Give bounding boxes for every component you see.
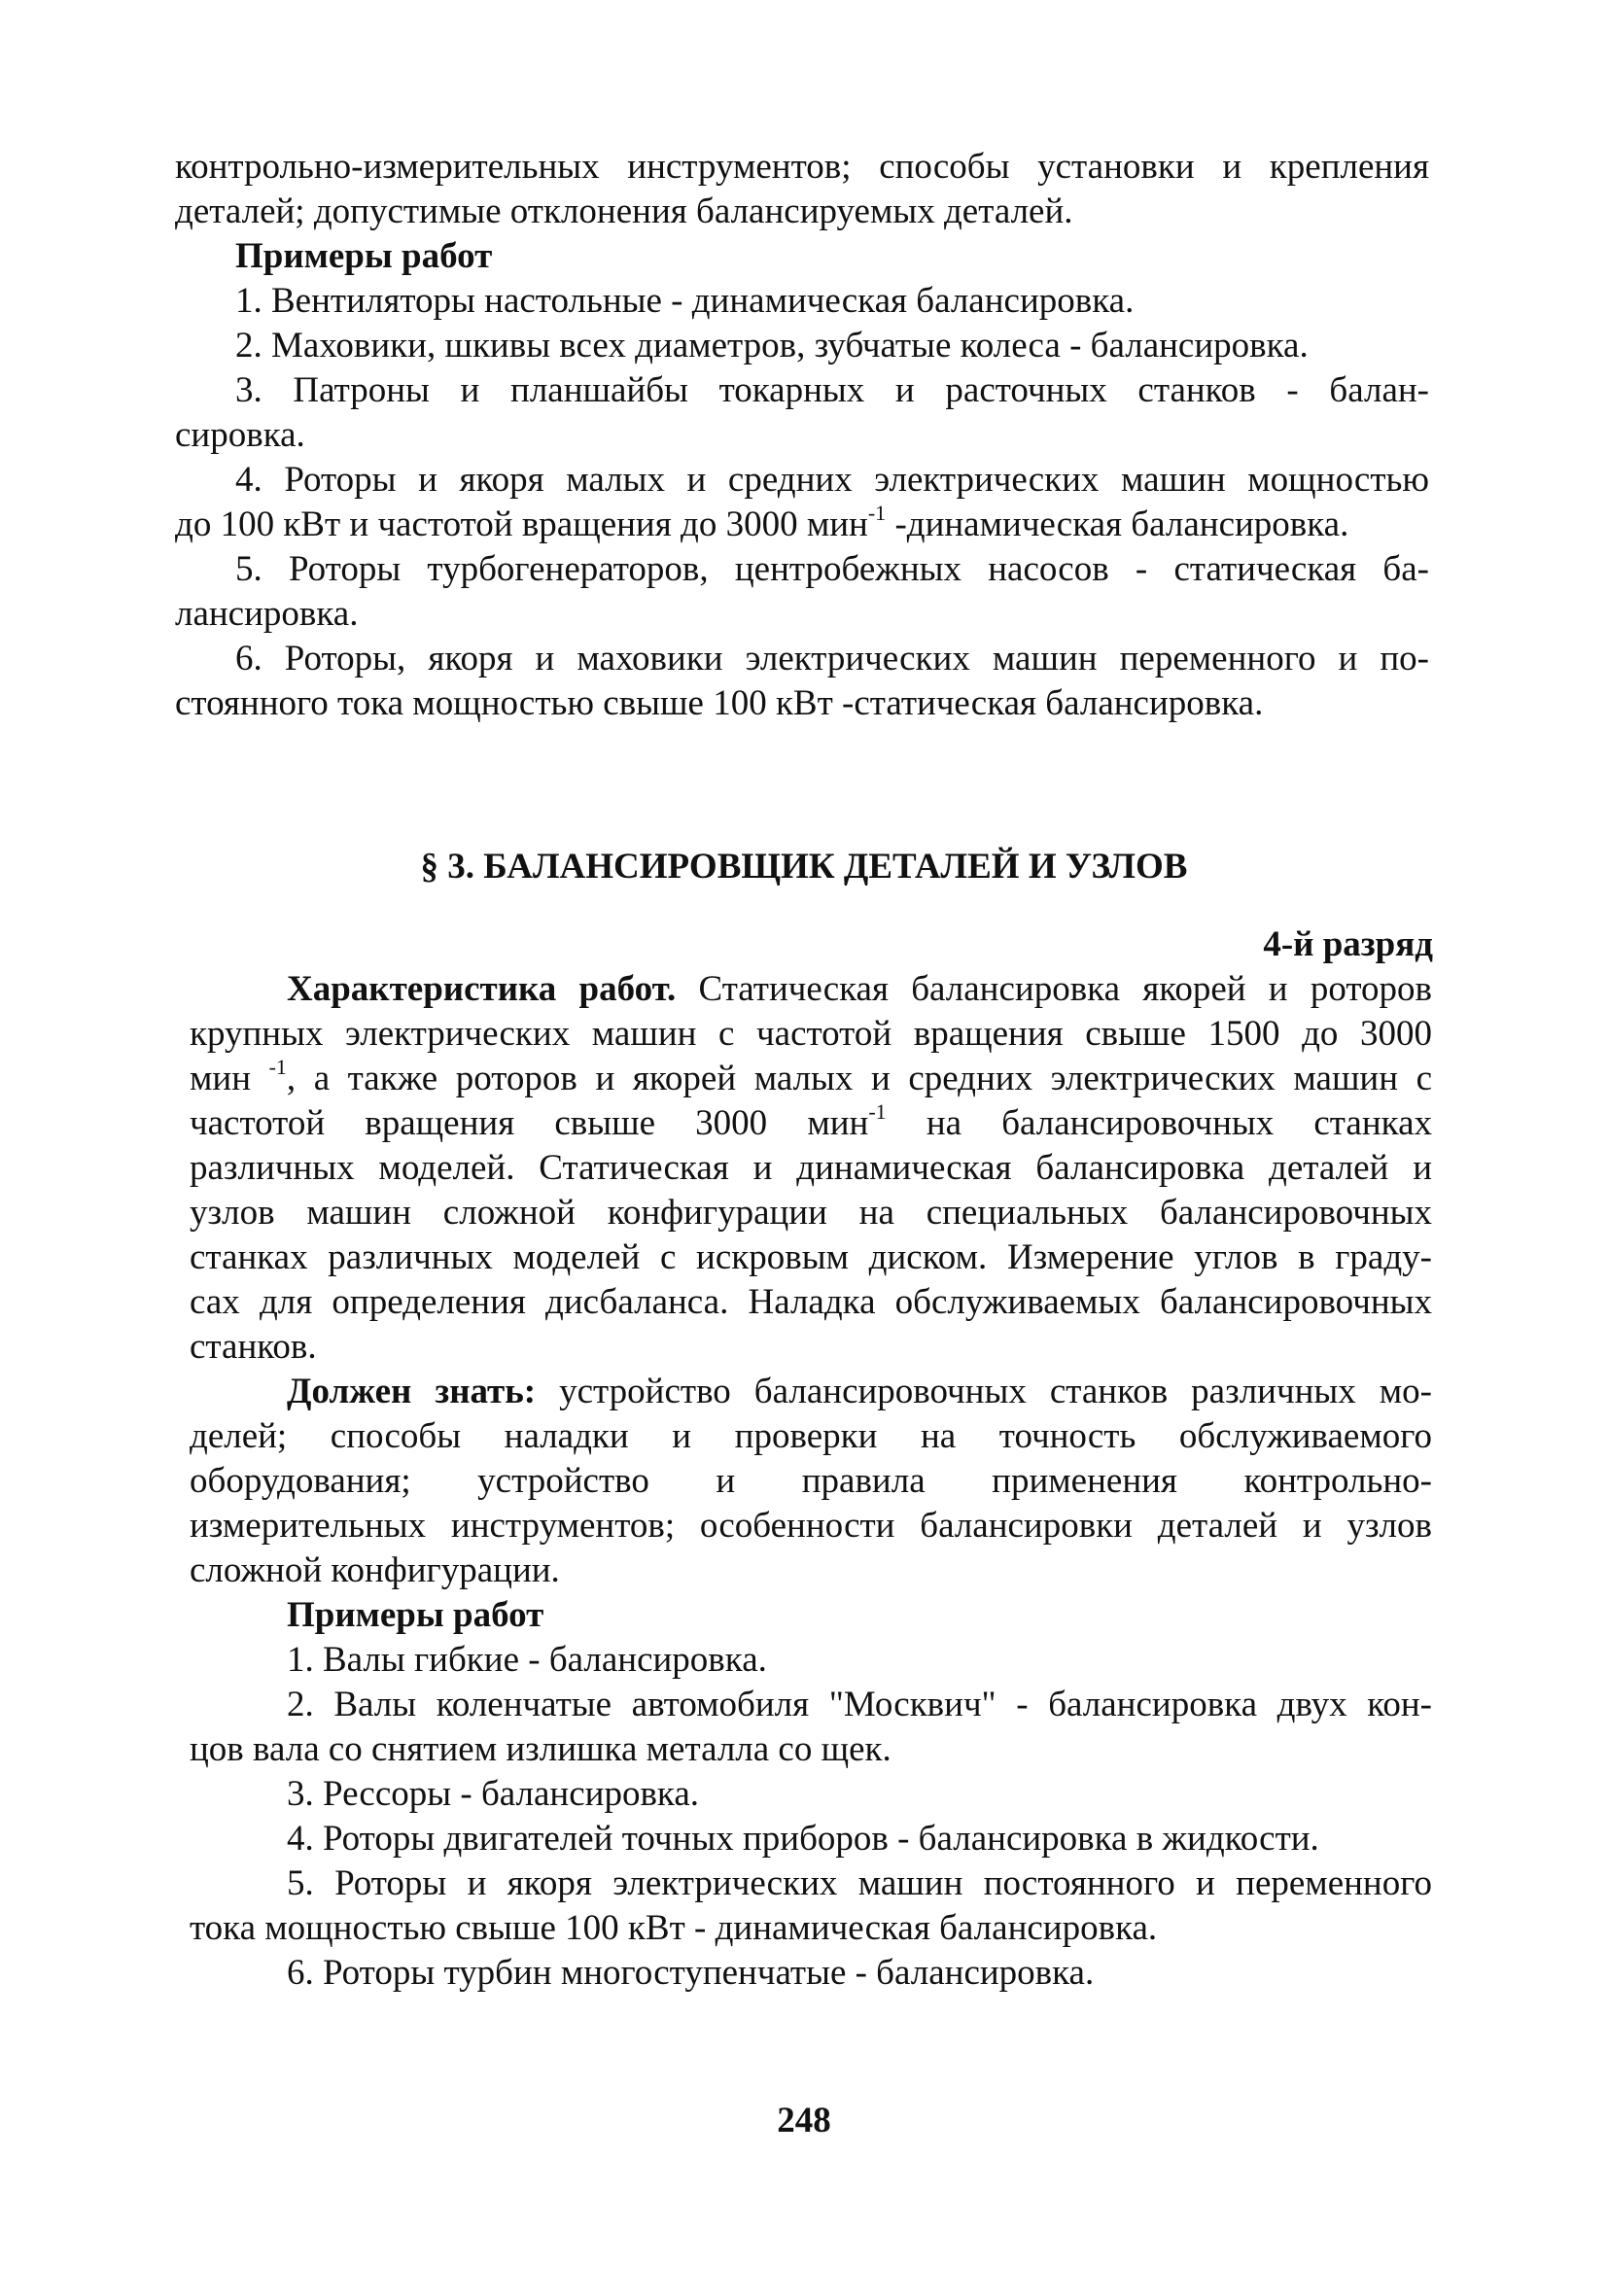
superscript: -1 [268,1055,287,1079]
text-line [190,1099,1432,1145]
example-item-cont: стоянного тока мощностью свыше 100 кВт -статическая балансировка. [175,683,1264,723]
text-line: измерительных инструментов; особенности балансировки деталей и узлов [190,1506,1432,1546]
example-item-cont: цов вала со снятием излишка металла со щек. [190,1729,891,1769]
know-label: Должен знать: [287,1372,537,1411]
example-item-cont [175,501,1349,546]
text-line [190,1055,1433,1100]
superscript: -1 [868,1099,887,1124]
text-span: до 100 кВт и частотой вращения до 3000 мин [175,504,868,544]
text-line: узлов машин сложной конфигурации на специальных балансировочных [190,1193,1432,1233]
example-item: 2. Маховики, шкивы всех диаметров, зубчатые колеса - балансировка. [235,326,1309,365]
text-line: деталей; допустимые отклонения балансируемых деталей. [175,191,1073,231]
text-line: контрольно-измерительных инструментов; способы установки и крепления [175,147,1429,187]
example-item: 1. Валы гибкие - балансировка. [287,1640,767,1680]
example-item: 6. Роторы, якоря и маховики электрических машин переменного и по- [235,639,1429,678]
example-item: 4. Роторы двигателей точных приборов - балансировка в жидкости. [287,1819,1319,1859]
example-item: 5. Роторы турбогенераторов, центробежных насосов - статическая ба- [235,549,1429,589]
text-span: , а также роторов и якорей малых и средних электрических машин с [286,1059,1433,1098]
example-item: 3. Рессоры - балансировка. [287,1774,700,1814]
text-line: различных моделей. Статическая и динамическая балансировка деталей и [190,1148,1432,1188]
example-item-cont: сировка. [175,415,305,455]
page-number: 248 [777,2101,831,2140]
example-item: 4. Роторы и якоря малых и средних электрических машин мощностью [235,460,1429,500]
text-span: мин [190,1059,269,1098]
examples-heading: Примеры работ [235,236,493,276]
text-line: делей; способы наладки и проверки на точность обслуживаемого [190,1416,1432,1456]
example-item: 3. Патроны и планшайбы токарных и расточных станков - балан- [235,370,1429,410]
example-item: 2. Валы коленчатые автомобиля "Москвич" - балансировка двух кон- [287,1685,1432,1724]
text-line: сах для определения дисбаланса. Наладка обслуживаемых балансировочных [190,1282,1432,1322]
example-item: 1. Вентиляторы настольные - динамическая балансировка. [235,281,1135,321]
text-line: станков. [190,1327,317,1367]
examples-heading: Примеры работ [287,1595,544,1635]
text-span: -динамическая балансировка. [886,504,1349,544]
text-span: на балансировочных станках [886,1103,1432,1143]
text-line: станках различных моделей с искровым диском. Измерение углов в граду- [190,1237,1432,1277]
text-line [287,1371,1432,1413]
rank-label: 4-й разряд [1263,924,1433,964]
example-item: 6. Роторы турбин многоступенчатые - балансировка. [287,1953,1095,1993]
text-span: устройство балансировочных станков различных мо- [536,1372,1432,1411]
text-line [287,968,1432,1011]
text-span: частотой вращения свыше 3000 мин [190,1103,869,1143]
superscript: -1 [867,501,887,525]
text-line: крупных электрических машин с частотой вращения свыше 1500 до 3000 [190,1014,1432,1054]
example-item-cont: тока мощностью свыше 100 кВт - динамическая балансировка. [190,1908,1158,1948]
char-label: Характеристика работ. [287,969,677,1009]
text-line: сложной конфигурации. [190,1550,560,1590]
section-title: § 3. БАЛАНСИРОВЩИК ДЕТАЛЕЙ И УЗЛОВ [420,847,1188,887]
example-item: 5. Роторы и якоря электрических машин постоянного и переменного [287,1863,1432,1903]
text-span: Статическая балансировка якорей и роторов [676,969,1432,1009]
text-line: оборудования; устройство и правила применения контрольно- [190,1461,1432,1501]
example-item-cont: лансировка. [175,594,359,634]
